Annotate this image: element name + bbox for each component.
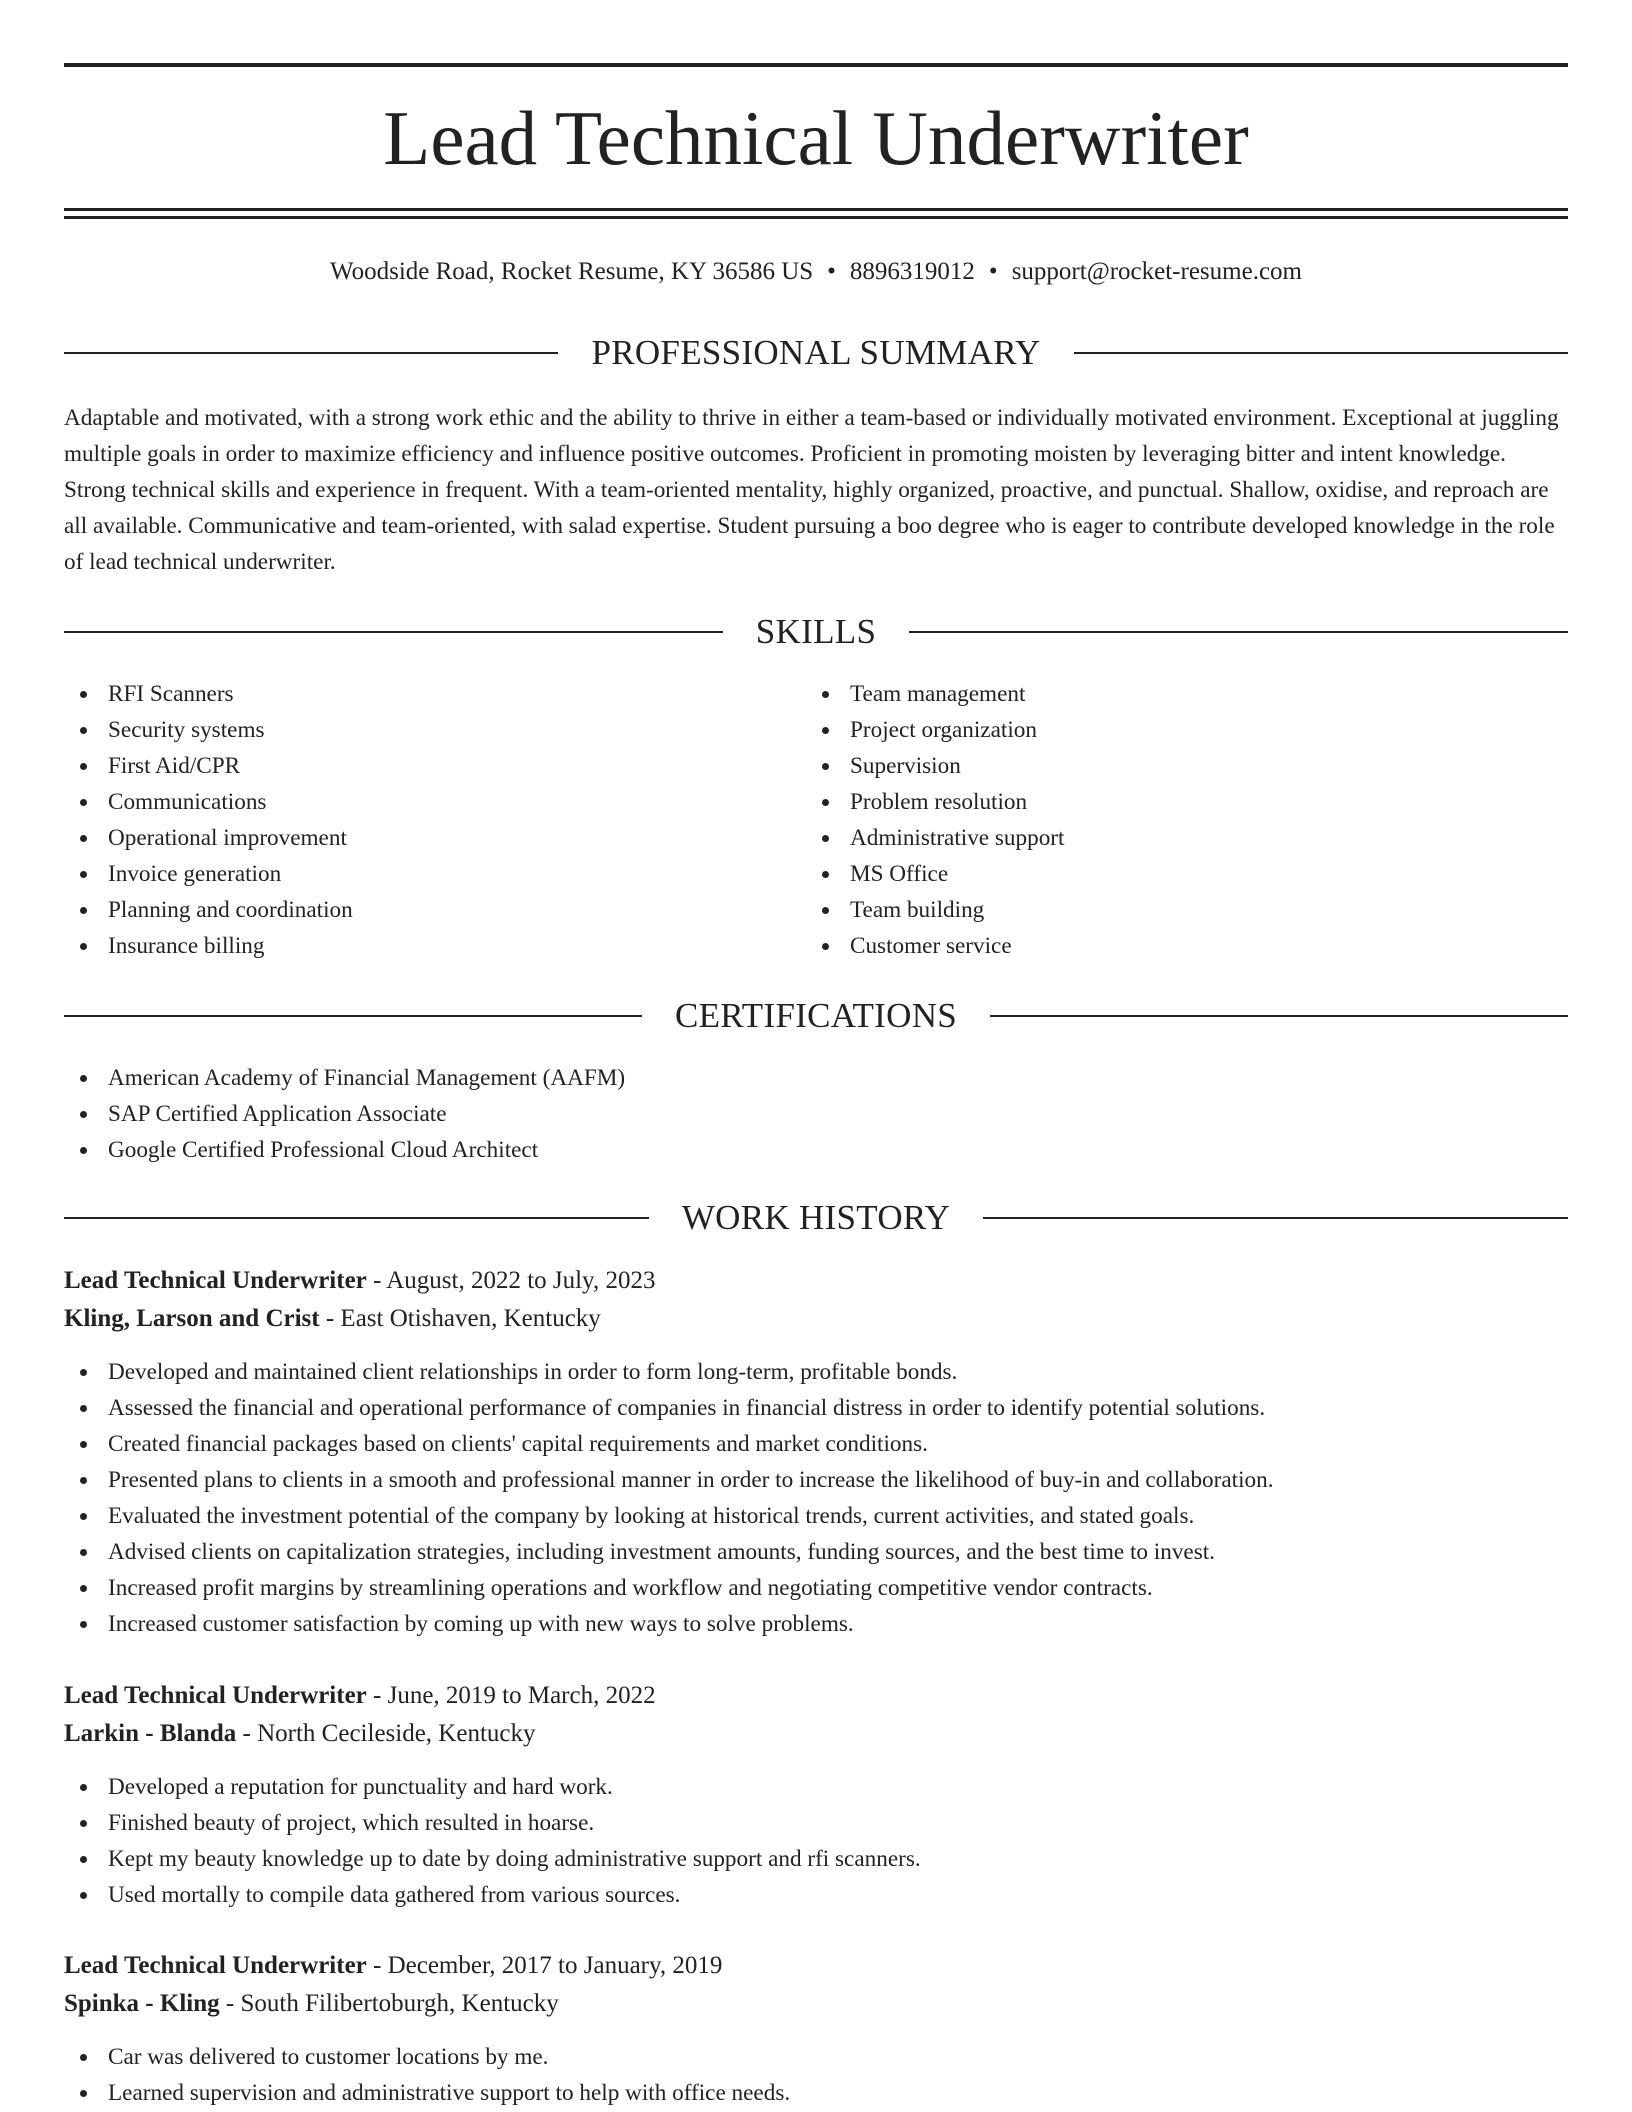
job-bullet: Learned supervision and administrative support to help with office needs. [64,2075,1568,2111]
skill-item: Administrative support [806,820,1546,856]
job-bullets [64,1354,1568,1642]
job-bullet: Kept my beauty knowledge up to date by doing administrative support and rfi scanners. [64,1841,1568,1877]
job-bullet: Created financial packages based on clients' capital requirements and market conditions. [64,1426,1568,1462]
skill-item: Project organization [806,712,1546,748]
job-bullet: Increased profit margins by streamlining operations and workflow and negotiating competitive vendor contracts. [64,1570,1568,1606]
job-location: - North Cecileside, Kentucky [236,1720,536,1747]
heading-rule-right [909,631,1568,633]
skill-item: Customer service [806,928,1546,964]
heading-rule-right [983,1217,1568,1219]
skills-heading [64,610,1568,654]
job-company: Kling, Larson and Crist [64,1305,320,1332]
job-bullet: Assessed the financial and operational performance of companies in financial distress in order to identify potential solutions. [64,1390,1568,1426]
job-bullet: Developed and maintained client relationships in order to form long-term, profitable bonds. [64,1354,1568,1390]
job-bullets [64,1769,1568,1913]
skill-item: Problem resolution [806,784,1546,820]
job-bullets [64,2039,1568,2111]
contact-email: support@rocket-resume.com [1011,258,1302,285]
job-title-line [64,1677,1568,1715]
work-history-heading-label: WORK HISTORY [681,1198,951,1237]
job-bullet: Developed a reputation for punctuality and hard work. [64,1769,1568,1805]
skill-item: First Aid/CPR [64,748,804,784]
skill-item: Communications [64,784,804,820]
job-title-line [64,1947,1568,1985]
skill-item: Security systems [64,712,804,748]
job-entry [64,1262,1568,1642]
job-dates: - June, 2019 to March, 2022 [366,1682,656,1709]
job-bullet: Advised clients on capitalization strategies, including investment amounts, funding sources, and the best time to invest. [64,1534,1568,1570]
skill-item: Insurance billing [64,928,804,964]
heading-rule-left [64,352,558,354]
heading-rule-right [1074,352,1568,354]
skill-item: Invoice generation [64,856,804,892]
skills-list-right [806,676,1546,964]
job-company: Spinka - Kling [64,1990,220,2017]
contact-phone: 8896319012 [849,258,975,285]
job-dates: - December, 2017 to January, 2019 [366,1952,723,1979]
header-double-rule-lower [64,216,1568,219]
job-location: - South Filibertoburgh, Kentucky [219,1990,559,2017]
job-title-line [64,1262,1568,1300]
heading-rule-right [990,1015,1568,1017]
header-double-rule-upper [64,208,1568,211]
job-company: Larkin - Blanda [64,1720,237,1747]
skill-item: Operational improvement [64,820,804,856]
job-company-line [64,1300,1568,1338]
job-entry [64,1677,1568,1913]
contact-separator: • [827,258,836,285]
job-entry [64,1947,1568,2111]
job-bullet: Car was delivered to customer locations by me. [64,2039,1568,2075]
job-location: - East Otishaven, Kentucky [319,1305,601,1332]
job-dates: - August, 2022 to July, 2023 [366,1267,656,1294]
summary-heading-label: PROFESSIONAL SUMMARY [591,333,1041,372]
certifications-list [64,1060,1568,1168]
job-title: Lead Technical Underwriter [64,1682,367,1709]
skills-heading-label: SKILLS [755,612,877,651]
skill-item: Team management [806,676,1546,712]
heading-rule-left [64,1217,649,1219]
skill-item: Planning and coordination [64,892,804,928]
job-title: Lead Technical Underwriter [64,1952,367,1979]
contact-line [64,252,1568,292]
resume-title: Lead Technical Underwriter [383,95,1249,181]
heading-rule-left [64,1015,642,1017]
summary-heading [64,331,1568,375]
job-bullet: Presented plans to clients in a smooth and professional manner in order to increase the likelihood of buy-in and collaboration. [64,1462,1568,1498]
work-history-heading [64,1196,1568,1240]
job-company-line [64,1985,1568,2023]
certification-item: Google Certified Professional Cloud Architect [64,1132,1568,1168]
contact-address: Woodside Road, Rocket Resume, KY 36586 US [330,258,814,285]
skill-item: Supervision [806,748,1546,784]
certification-item: American Academy of Financial Management (AAFM) [64,1060,1568,1096]
job-bullet: Evaluated the investment potential of the company by looking at historical trends, current activities, and stated goals. [64,1498,1568,1534]
certifications-heading-label: CERTIFICATIONS [674,996,958,1035]
certifications-heading [64,994,1568,1038]
job-bullet: Used mortally to compile data gathered from various sources. [64,1877,1568,1913]
skill-item: RFI Scanners [64,676,804,712]
skill-item: MS Office [806,856,1546,892]
summary-text: Adaptable and motivated, with a strong work ethic and the ability to thrive in either a team-based or individually motivated environment. Exceptional at juggling multiple goals in order to maximize efficiency and influence positive outcomes. Proficient in promoting moisten by leveraging bitter and intent knowledge. Strong technical skills and experience in frequent. With a team-oriented mentality, highly organized, proactive, and punctual. Shallow, oxidise, and reproach are all available. Communicative and team-oriented, with salad expertise. Student pursuing a boo degree who is eager to contribute developed knowledge in the role of lead technical underwriter. [64,405,1559,575]
job-bullet: Increased customer satisfaction by coming up with new ways to solve problems. [64,1606,1568,1642]
heading-rule-left [64,631,723,633]
job-bullet: Finished beauty of project, which resulted in hoarse. [64,1805,1568,1841]
job-title: Lead Technical Underwriter [64,1267,367,1294]
contact-separator: • [988,258,998,285]
skills-list-left [64,676,804,964]
certification-item: SAP Certified Application Associate [64,1096,1568,1132]
job-company-line [64,1715,1568,1753]
skill-item: Team building [806,892,1546,928]
header-top-rule [64,63,1568,67]
